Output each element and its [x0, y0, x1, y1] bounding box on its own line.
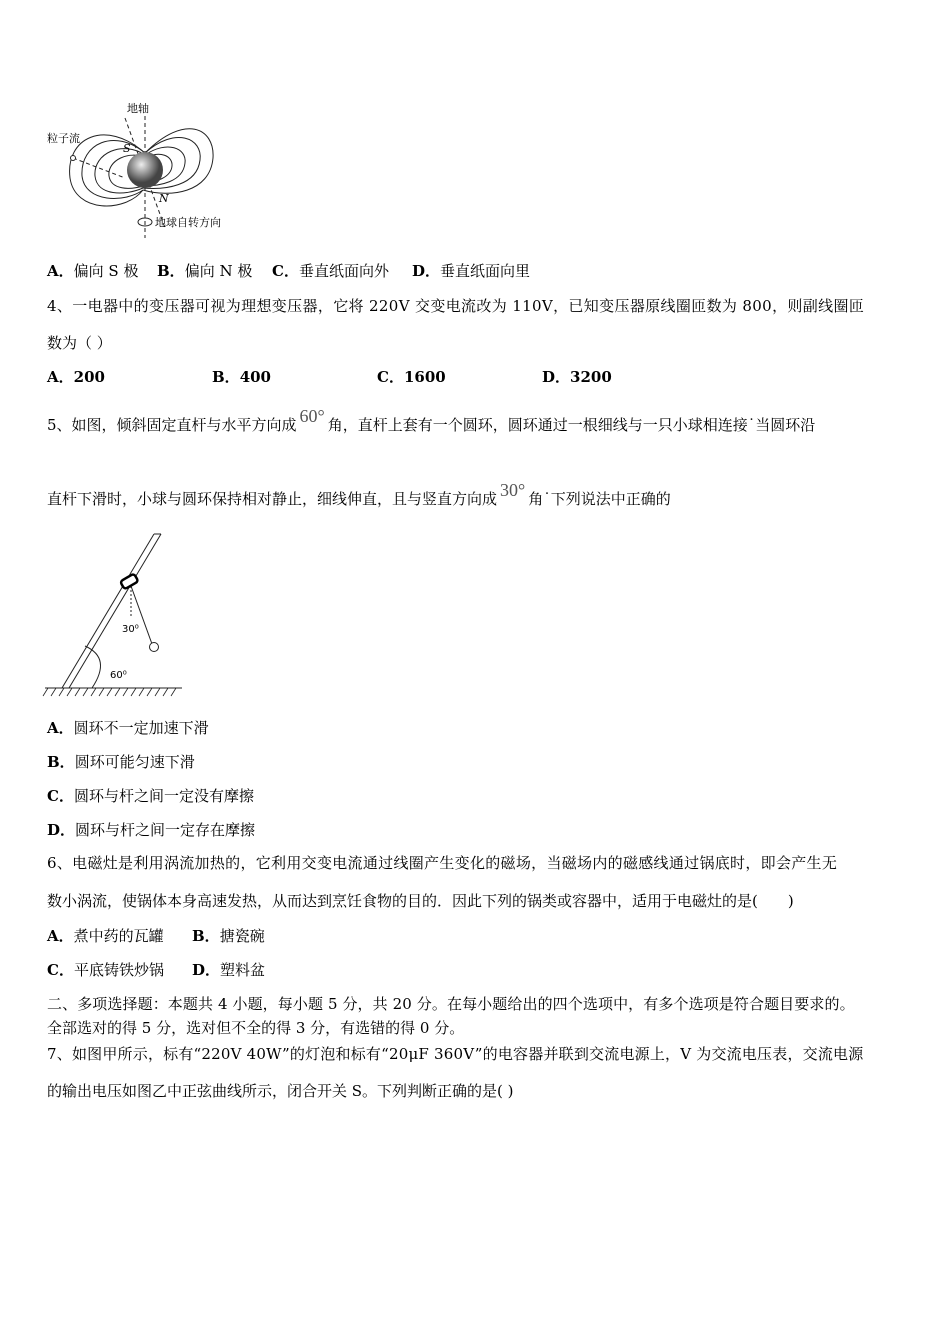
- q5-option-a[interactable]: [47, 718, 209, 738]
- q4-stem-line2: 数为（ ）: [47, 334, 112, 352]
- q5-stem-line2: [47, 480, 671, 509]
- option-key: D．: [542, 368, 571, 386]
- section2-heading-line1: 二、多项选择题：本题共 4 小题，每小题 5 分，共 20 分。在每小题给出的四个选项中，有多个选项是符合题目要求的。: [47, 995, 855, 1013]
- angle-60-label: 60⁰: [110, 670, 127, 681]
- option-key: D．: [47, 821, 76, 839]
- q5-text: 角˙下列说法中正确的: [528, 490, 671, 508]
- q3-option-c[interactable]: 垂直纸面向外: [298, 262, 389, 280]
- q5-text: 直杆下滑时，小球与圆环保持相对静止，细线伸直，且与竖直方向成: [47, 490, 498, 508]
- inclined-rod-figure: [42, 528, 192, 703]
- q5-text: 角，直杆上套有一个圆环，圆环通过一根细线与一只小球相连接˙当圆环沿: [327, 416, 816, 434]
- q3-option-d[interactable]: 垂直纸面向里: [440, 262, 531, 280]
- option-text: 圆环与杆之间一定没有摩擦: [73, 787, 254, 805]
- angle-30: 30°: [500, 480, 526, 500]
- option-text: 圆环可能匀速下滑: [74, 753, 195, 771]
- q4-option-b[interactable]: 400: [239, 368, 271, 386]
- q6-options-row1: [47, 926, 265, 946]
- option-key: C．: [47, 787, 74, 805]
- q3-option-b[interactable]: 偏向 N 极: [184, 262, 253, 280]
- q6-option-a[interactable]: 煮中药的瓦罐: [73, 927, 164, 945]
- axis-label: 地轴: [127, 102, 149, 115]
- rotation-direction-label: 地球自转方向: [155, 216, 221, 229]
- q6-option-b[interactable]: 搪瓷碗: [219, 927, 265, 945]
- q5-stem-line1: [47, 406, 816, 435]
- section2-heading-line2: 全部选对的得 5 分，选对但不全的得 3 分，有选错的得 0 分。: [47, 1019, 465, 1037]
- q4-options: [47, 367, 612, 387]
- option-key: B．: [212, 368, 240, 386]
- option-key: C．: [47, 961, 74, 979]
- q6-options-row2: [47, 960, 265, 980]
- option-text: 圆环与杆之间一定存在摩擦: [75, 821, 256, 839]
- option-text: 圆环不一定加速下滑: [73, 719, 209, 737]
- q5-option-c[interactable]: [47, 786, 254, 806]
- q3-option-a[interactable]: 偏向 S 极: [73, 262, 139, 280]
- option-key: B．: [157, 262, 185, 280]
- option-key: D．: [192, 961, 221, 979]
- angle-30-label: 30⁰: [122, 624, 139, 635]
- option-key: C．: [272, 262, 299, 280]
- q4-option-c[interactable]: 1600: [403, 368, 446, 386]
- q3-options: [47, 261, 530, 281]
- q5-text: 5、如图，倾斜固定直杆与水平方向成: [47, 416, 297, 434]
- q7-stem-line2: 的输出电压如图乙中正弦曲线所示，闭合开关 S。下列判断正确的是( ): [47, 1082, 514, 1100]
- n-pole-label: N: [159, 192, 169, 205]
- angle-60: 60°: [299, 406, 325, 426]
- option-key: B．: [47, 753, 75, 771]
- q4-option-a[interactable]: 200: [73, 368, 105, 386]
- option-key: B．: [192, 927, 220, 945]
- q5-option-b[interactable]: [47, 752, 195, 772]
- q5-option-d[interactable]: [47, 820, 255, 840]
- q6-option-c[interactable]: 平底铸铁炒锅: [73, 961, 164, 979]
- q6-stem-line1: 6、电磁灶是利用涡流加热的，它利用交变电流通过线圈产生变化的磁场，当磁场内的磁感线通过锅底时，即会产生无: [47, 854, 838, 872]
- particle-stream-label: 粒子流: [47, 132, 80, 145]
- option-key: A．: [47, 262, 74, 280]
- q6-option-d[interactable]: 塑料盆: [220, 961, 266, 979]
- s-pole-label: S: [123, 142, 131, 155]
- option-key: A．: [47, 927, 74, 945]
- q6-stem-line2: 数小涡流，使锅体本身高速发热，从而达到烹饪食物的目的．因此下列的锅类或容器中，适用于电磁灶的是( ): [47, 892, 794, 910]
- option-key: C．: [377, 368, 404, 386]
- option-key: D．: [412, 262, 441, 280]
- ground-hatching: [43, 688, 176, 696]
- earth-magnetic-field-figure: [45, 98, 245, 243]
- q4-option-d[interactable]: 3200: [570, 368, 612, 386]
- option-key: A．: [47, 368, 74, 386]
- q4-stem-line1: 4、一电器中的变压器可视为理想变压器，它将 220V 交变电流改为 110V，已知变压器原线圈匝数为 800，则副线圈匝: [47, 297, 865, 315]
- q7-stem-line1: 7、如图甲所示，标有“220V 40W”的灯泡和标有“20μF 360V”的电容器并联到交流电源上，V 为交流电压表，交流电源: [47, 1045, 864, 1063]
- option-key: A．: [47, 719, 74, 737]
